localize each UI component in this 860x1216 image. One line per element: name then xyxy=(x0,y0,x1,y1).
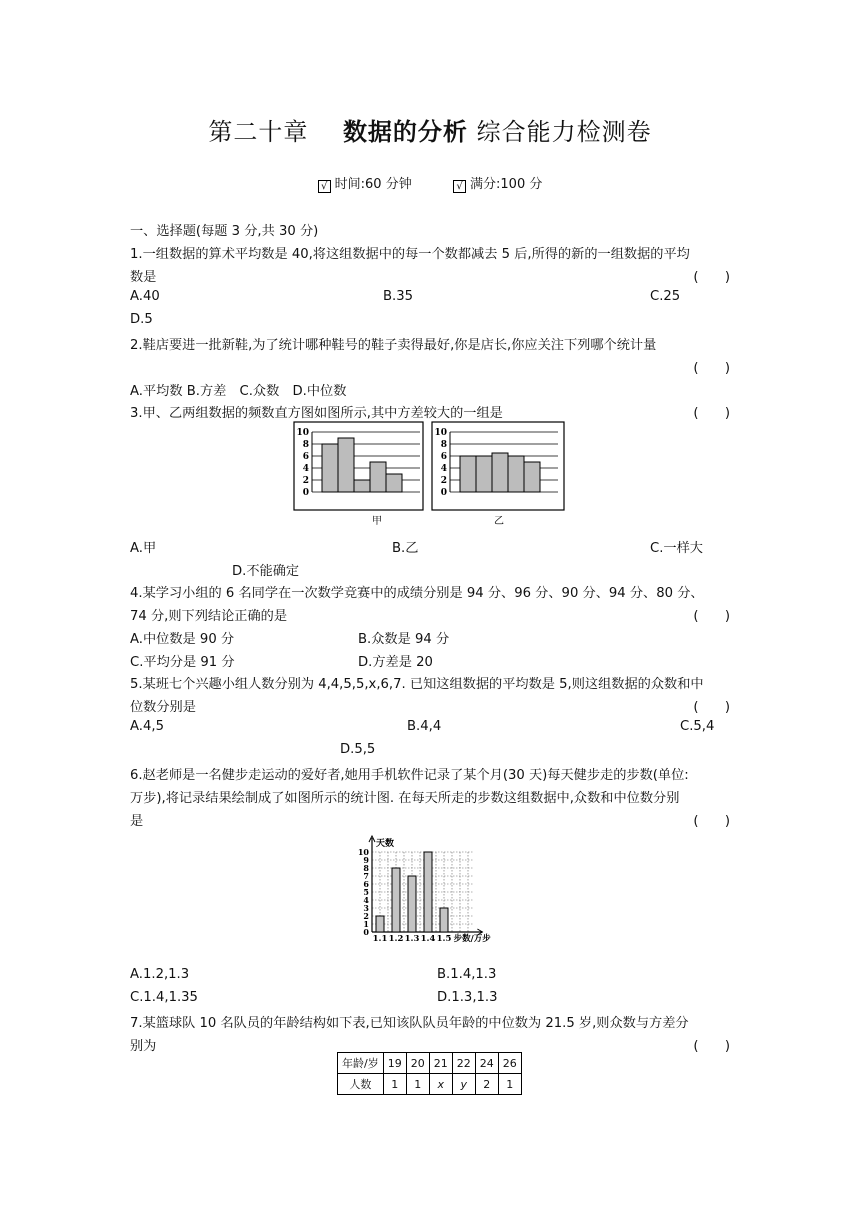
y-tick-label: 8 xyxy=(440,440,447,450)
q2-options: A.平均数 B.方差 C.众数 D.中位数 xyxy=(130,384,347,399)
steps-bar-chart xyxy=(350,834,510,950)
histogram-bar xyxy=(476,456,492,492)
histogram-bar xyxy=(322,444,338,492)
y-tick-label: 2 xyxy=(440,476,447,486)
q3-option-d: D.不能确定 xyxy=(232,564,300,579)
q4-option-c: C.平均分是 91 分 xyxy=(130,655,235,670)
table-cell: 1 xyxy=(383,1074,406,1095)
steps-bar xyxy=(392,868,400,932)
table-cell: 21 xyxy=(429,1053,452,1074)
table-cell: 24 xyxy=(475,1053,498,1074)
full-score: 满分:100 分 xyxy=(470,177,543,192)
q6-option-b: B.1.4,1.3 xyxy=(437,967,497,982)
q4-option-a: A.中位数是 90 分 xyxy=(130,632,235,647)
q4-stem: 4.某学习小组的 6 名同学在一次数学竞赛中的成绩分别是 94 分、96 分、90 分、94 分、80 分、 xyxy=(130,586,704,601)
y-tick-label: 6 xyxy=(302,452,309,462)
q3-stem: 3.甲、乙两组数据的频数直方图如图所示,其中方差较大的一组是 xyxy=(130,406,503,421)
q7-stem-2: 别为 xyxy=(130,1039,157,1054)
checkbox-icon: √ xyxy=(453,180,466,193)
q2-stem: 2.鞋店要进一批新鞋,为了统计哪种鞋号的鞋子卖得最好,你是店长,你应关注下列哪个统计量 xyxy=(130,338,657,353)
x-tick-label: 1.4 xyxy=(420,934,436,944)
x-tick-label: 1.5 xyxy=(436,934,452,944)
test-meta xyxy=(0,173,860,193)
y-axis-label: 天数 xyxy=(376,839,395,849)
y-tick-label: 6 xyxy=(440,452,447,462)
q5-option-d: D.5,5 xyxy=(340,742,376,757)
q4-option-d: D.方差是 20 xyxy=(358,655,433,670)
y-tick-label: 10 xyxy=(296,428,309,438)
q1-option-b: B.35 xyxy=(383,289,414,304)
y-tick-label: 10 xyxy=(434,428,447,438)
y-tick-label: 2 xyxy=(302,476,309,486)
y-tick-label: 8 xyxy=(302,440,309,450)
steps-bar xyxy=(408,876,416,932)
histogram-bar xyxy=(354,480,370,492)
table-row xyxy=(338,1053,522,1074)
table-header: 人数 xyxy=(338,1074,384,1095)
q6-stem: 6.赵老师是一名健步走运动的爱好者,她用手机软件记录了某个月(30 天)每天健步走的步数(单位: xyxy=(130,768,689,783)
histogram-bar xyxy=(386,474,402,492)
q4-option-b: B.众数是 94 分 xyxy=(358,632,450,647)
y-tick-label: 2 xyxy=(363,911,369,921)
answer-blank[interactable]: ( ) xyxy=(693,361,730,376)
page-title xyxy=(0,112,860,147)
histogram-bar xyxy=(338,438,354,492)
y-tick-label: 4 xyxy=(363,895,369,905)
y-tick-label: 0 xyxy=(363,927,369,937)
y-tick-label: 4 xyxy=(440,464,447,474)
section-heading: 一、选择题(每题 3 分,共 30 分) xyxy=(130,224,319,239)
y-tick-label: 1 xyxy=(363,919,369,929)
table-cell: 1 xyxy=(406,1074,429,1095)
answer-blank[interactable]: ( ) xyxy=(693,1039,730,1054)
table-cell: 20 xyxy=(406,1053,429,1074)
q3-option-c: C.一样大 xyxy=(650,541,703,556)
steps-bar xyxy=(376,916,384,932)
table-cell: x xyxy=(429,1074,452,1095)
q1-option-c: C.25 xyxy=(650,289,681,304)
y-tick-label: 9 xyxy=(363,855,369,865)
y-tick-label: 6 xyxy=(363,879,369,889)
y-tick-label: 0 xyxy=(302,488,309,498)
q3-option-b: B.乙 xyxy=(392,541,419,556)
q1-option-d: D.5 xyxy=(130,312,153,327)
chart-label-yi: 乙 xyxy=(494,516,504,527)
y-tick-label: 0 xyxy=(440,488,447,498)
q5-option-a: A.4,5 xyxy=(130,719,164,734)
q5-stem: 5.某班七个兴趣小组人数分别为 4,4,5,5,x,6,7. 已知这组数据的平均数是 5,则这组数据的众数和中 xyxy=(130,677,704,692)
y-tick-label: 10 xyxy=(357,847,369,857)
x-tick-label: 1.3 xyxy=(404,934,420,944)
age-table xyxy=(337,1052,522,1095)
table-header: 年龄/岁 xyxy=(338,1053,384,1074)
q5-option-c: C.5,4 xyxy=(680,719,715,734)
answer-blank[interactable]: ( ) xyxy=(693,406,730,421)
steps-bar xyxy=(440,908,448,932)
q7-stem: 7.某篮球队 10 名队员的年龄结构如下表,已知该队队员年龄的中位数为 21.5 岁,则众数与方差分 xyxy=(130,1016,689,1031)
q1-option-a: A.40 xyxy=(130,289,160,304)
q6-option-a: A.1.2,1.3 xyxy=(130,967,190,982)
answer-blank[interactable]: ( ) xyxy=(693,609,730,624)
x-tick-label: 1.2 xyxy=(388,934,404,944)
q6-option-d: D.1.3,1.3 xyxy=(437,990,498,1005)
q6-stem-2: 万步),将记录结果绘制成了如图所示的统计图. 在每天所走的步数这组数据中,众数和中位数分别 xyxy=(130,791,680,806)
histogram-bar xyxy=(460,456,476,492)
answer-blank[interactable]: ( ) xyxy=(693,700,730,715)
q4-stem-2: 74 分,则下列结论正确的是 xyxy=(130,609,288,624)
histogram-bar xyxy=(524,462,540,492)
histogram-bar xyxy=(492,453,508,492)
chapter-label: 第二十章 xyxy=(208,118,309,146)
q5-stem-2: 位数分别是 xyxy=(130,700,196,715)
table-cell: 19 xyxy=(383,1053,406,1074)
q6-option-c: C.1.4,1.35 xyxy=(130,990,198,1005)
histogram-figure xyxy=(290,418,570,534)
steps-bar xyxy=(424,852,432,932)
histogram-bar xyxy=(508,456,524,492)
chart-frame-jia xyxy=(294,422,423,510)
table-cell: y xyxy=(452,1074,475,1095)
test-name: 综合能力检测卷 xyxy=(476,118,652,146)
table-row xyxy=(338,1074,522,1095)
q5-option-b: B.4,4 xyxy=(407,719,442,734)
q1-stem-2: 数是 xyxy=(130,270,157,285)
x-tick-label: 1.1 xyxy=(372,934,388,944)
answer-blank[interactable]: ( ) xyxy=(693,814,730,829)
chart-label-jia: 甲 xyxy=(372,516,382,527)
q6-stem-3: 是 xyxy=(130,814,144,829)
y-tick-label: 5 xyxy=(363,887,369,897)
checkbox-icon: √ xyxy=(318,180,331,193)
y-tick-label: 8 xyxy=(363,863,369,873)
y-tick-label: 4 xyxy=(302,464,309,474)
chapter-topic: 数据的分析 xyxy=(342,118,468,146)
time-limit: 时间:60 分钟 xyxy=(334,177,412,192)
y-tick-label: 3 xyxy=(363,903,369,913)
x-axis-label: 步数/万步 xyxy=(453,934,491,944)
answer-blank[interactable]: ( ) xyxy=(693,270,730,285)
table-cell: 26 xyxy=(498,1053,521,1074)
y-tick-label: 7 xyxy=(363,871,369,881)
table-cell: 22 xyxy=(452,1053,475,1074)
histogram-bar xyxy=(370,462,386,492)
table-cell: 1 xyxy=(498,1074,521,1095)
q3-option-a: A.甲 xyxy=(130,541,157,556)
q1-stem: 1.一组数据的算术平均数是 40,将这组数据中的每一个数都减去 5 后,所得的新的一组数据的平均 xyxy=(130,247,690,262)
table-cell: 2 xyxy=(475,1074,498,1095)
